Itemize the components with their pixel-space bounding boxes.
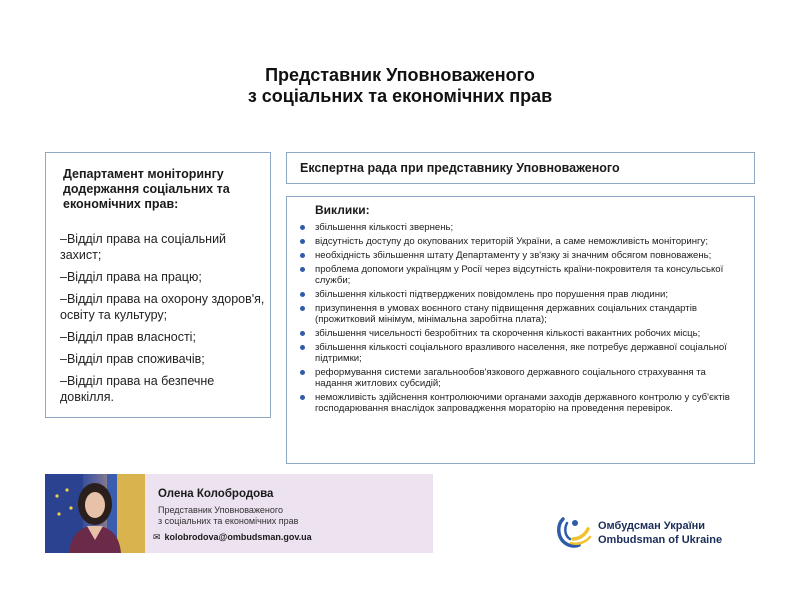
bullet-icon bbox=[300, 253, 305, 258]
page-title-line2: з соціальних та економічних прав bbox=[247, 86, 553, 106]
challenges-panel bbox=[286, 196, 755, 464]
bullet-icon bbox=[300, 239, 305, 244]
ombudsman-emblem-icon bbox=[555, 513, 593, 549]
challenge-item: неможливість здійснення контролюючими органами заходів державного контролю у суб'єктів господарювання внаслідок запровадження мораторію на проведення перевірок. bbox=[299, 392, 744, 414]
bullet-icon bbox=[300, 267, 305, 272]
department-panel bbox=[45, 152, 271, 418]
department-item: –Відділ права на безпечне довкілля. bbox=[60, 374, 215, 404]
contact-email[interactable]: ✉ kolobrodova@ombudsman.gov.ua bbox=[153, 532, 312, 542]
department-item: –Відділ права на працю; bbox=[60, 270, 202, 284]
bullet-icon bbox=[300, 306, 305, 311]
logo-text-ua: Омбудсман України bbox=[598, 520, 706, 532]
bullet-icon bbox=[300, 225, 305, 230]
challenge-item: збільшення кількості соціального вразливого населення, яке потребує державної соціальної підтримки; bbox=[299, 342, 744, 364]
contact-name: Олена Колобродова bbox=[158, 488, 274, 500]
challenge-item: відсутність доступу до окупованих територій України, а саме неможливість моніторингу; bbox=[299, 236, 744, 247]
bullet-icon bbox=[300, 345, 305, 350]
department-item: –Відділ права на охорону здоров'я, освіту та культуру; bbox=[60, 292, 265, 322]
ombudsman-logo bbox=[555, 513, 755, 549]
challenge-item: призупинення в умовах воєнного стану підвищення державних соціальних стандартів (прожитковий мінімум, мінімальна заробітна плата); bbox=[299, 303, 744, 325]
challenge-item: реформування системи загальнообов'язкового державного соціального страхування та надання житлових субсидій; bbox=[299, 367, 744, 389]
page-title bbox=[0, 65, 800, 107]
portrait-photo bbox=[45, 474, 145, 553]
challenge-item: необхідність збільшення штату Департаменту у зв'язку зі значним обсягом повноважень; bbox=[299, 250, 744, 261]
challenge-item: проблема допомоги українцям у Росії через відсутність країни-покровителя та консульської служби; bbox=[299, 264, 744, 286]
contact-card bbox=[45, 474, 433, 553]
logo-text-en: Ombudsman of Ukraine bbox=[598, 534, 723, 546]
department-item: –Відділ прав власності; bbox=[60, 330, 196, 344]
bullet-icon bbox=[300, 395, 305, 400]
challenges-list bbox=[299, 222, 744, 417]
department-list bbox=[60, 231, 265, 411]
envelope-icon: ✉ bbox=[153, 532, 161, 542]
bullet-icon bbox=[300, 292, 305, 297]
department-item: –Відділ прав споживачів; bbox=[60, 352, 205, 366]
expert-council-box: Експертна рада при представнику Уповноваженого bbox=[286, 152, 755, 184]
challenge-item: збільшення кількості підтверджених повідомлень про порушення прав людини; bbox=[299, 289, 744, 300]
bullet-icon bbox=[300, 331, 305, 336]
challenge-item: збільшення чисельності безробітних та скорочення кількості вакантних робочих місць; bbox=[299, 328, 744, 339]
bullet-icon bbox=[300, 370, 305, 375]
contact-role: Представник Уповноваженого з соціальних та економічних прав bbox=[158, 505, 299, 526]
challenges-title: Виклики: bbox=[315, 203, 370, 217]
page-title-line1: Представник Уповноваженого bbox=[265, 65, 535, 85]
department-item: –Відділ права на соціальний захист; bbox=[60, 232, 227, 262]
challenge-item: збільшення кількості звернень; bbox=[299, 222, 744, 233]
department-title: Департамент моніторингу додержання соціальних та економічних прав: bbox=[63, 167, 230, 211]
